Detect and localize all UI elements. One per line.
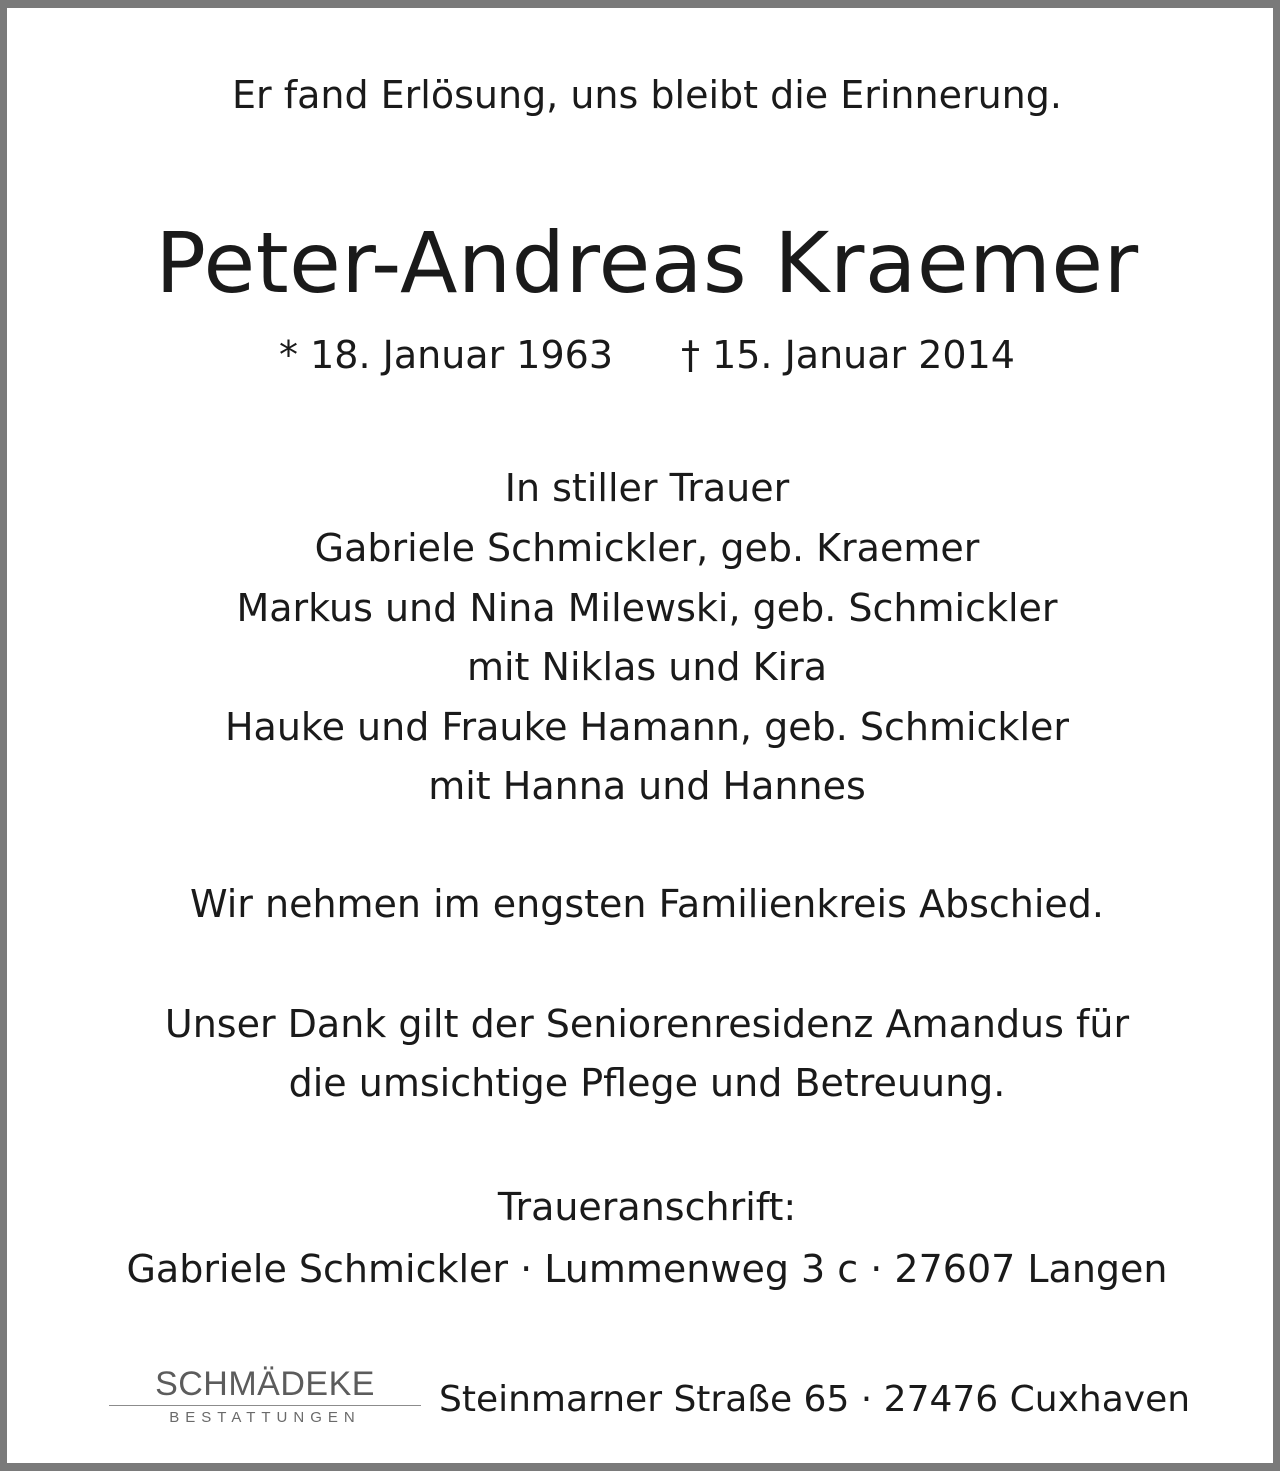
mourners-line: Hauke und Frauke Hamann, geb. Schmickler bbox=[224, 705, 1069, 749]
farewell-text: Wir nehmen im engsten Familienkreis Abschied. bbox=[189, 882, 1105, 926]
funeral-home-address: Steinmarner Straße 65 · 27476 Cuxhaven bbox=[439, 1379, 1191, 1420]
mourners-line: Gabriele Schmickler, geb. Kraemer bbox=[314, 526, 980, 570]
life-dates bbox=[7, 333, 1280, 377]
funeral-home-logo bbox=[109, 1365, 421, 1435]
death-date: † 15. Januar 2014 bbox=[681, 333, 1015, 377]
mourners-line: mit Niklas und Kira bbox=[466, 645, 828, 689]
birth-date: * 18. Januar 1963 bbox=[279, 333, 613, 377]
mourners-line: In stiller Trauer bbox=[504, 466, 790, 510]
funeral-home-subtitle: BESTATTUNGEN bbox=[169, 1409, 361, 1426]
mourners-line: mit Hanna und Hannes bbox=[428, 764, 866, 808]
funeral-home-name: SCHMÄDEKE bbox=[155, 1365, 375, 1403]
motto-text: Er fand Erlösung, uns bleibt die Erinnerung. bbox=[232, 73, 1062, 117]
thanks-line: Unser Dank gilt der Seniorenresidenz Amandus für bbox=[164, 1002, 1130, 1046]
address-label: Traueranschrift: bbox=[497, 1185, 797, 1229]
mourners-line: Markus und Nina Milewski, geb. Schmickler bbox=[236, 586, 1058, 630]
thanks-line: die umsichtige Pflege und Betreuung. bbox=[288, 1061, 1006, 1105]
logo-divider bbox=[109, 1405, 421, 1406]
mourning-address: Gabriele Schmickler · Lummenweg 3 c · 27607 Langen bbox=[126, 1247, 1168, 1291]
deceased-name: Peter-Andreas Kraemer bbox=[155, 214, 1139, 312]
